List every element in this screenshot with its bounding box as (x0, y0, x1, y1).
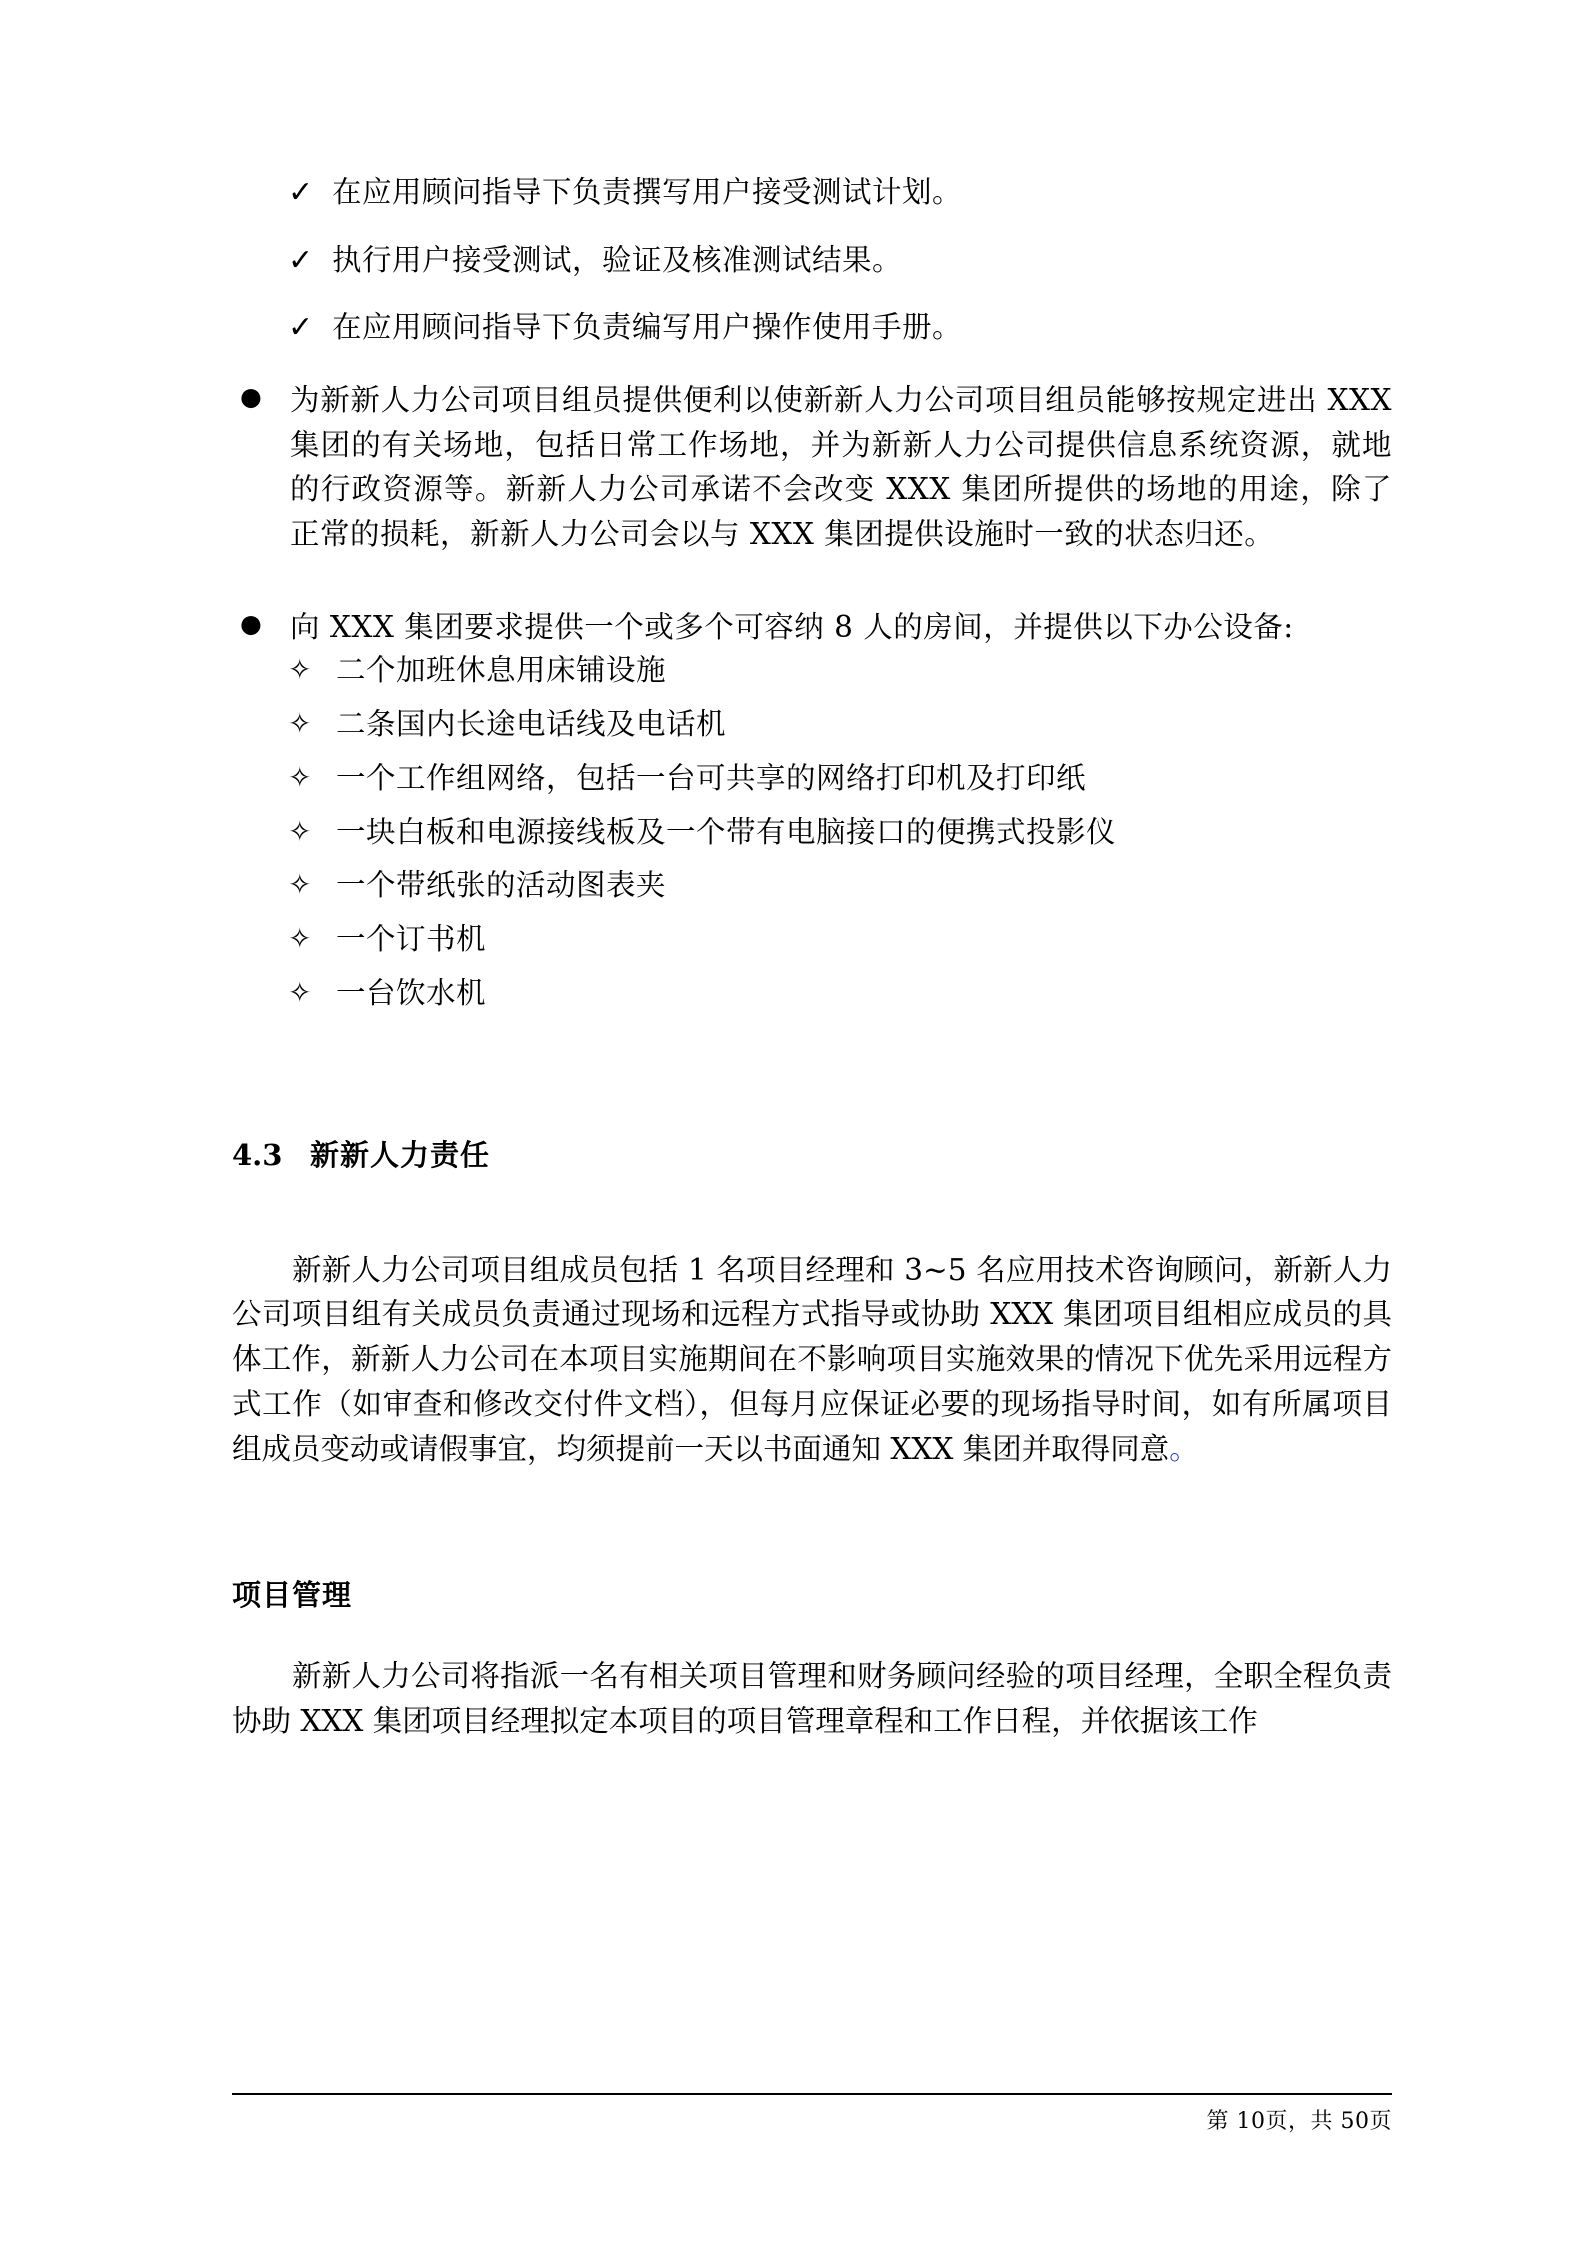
page-content (232, 175, 1392, 1773)
diamond-icon: ✧ (288, 814, 312, 848)
list-item (232, 706, 1392, 743)
list-item (232, 814, 1392, 851)
list-item-text: 一台饮水机 (336, 976, 487, 1011)
list-item-text: 一个带纸张的活动图表夹 (336, 868, 667, 903)
list-item (232, 243, 1392, 280)
footer-divider (232, 2093, 1392, 2095)
list-item (232, 760, 1392, 797)
diamond-icon: ✧ (288, 922, 312, 956)
list-item (232, 310, 1392, 347)
list-item (232, 175, 1392, 212)
list-item (232, 867, 1392, 904)
page-footer (232, 2093, 1392, 2135)
subsection-paragraph: 新新人力公司将指派一名有相关项目管理和财务顾问经验的项目经理，全职全程负责协助 XXX 集团项目经理拟定本项目的项目管理章程和工作日程，并依据该工作 (232, 1658, 1392, 1738)
list-item-text: 一个工作组网络，包括一台可共享的网络打印机及打印纸 (336, 760, 1087, 795)
checkmark-icon: ✓ (288, 242, 314, 278)
diamond-icon: ✧ (288, 706, 312, 740)
list-item-text: 在应用顾问指导下负责撰写用户接受测试计划。 (332, 175, 963, 209)
bullet-body (290, 605, 1392, 650)
section-heading-4-3 (232, 1133, 1392, 1174)
diamond-icon: ✧ (288, 652, 312, 686)
checkmark-list (232, 175, 1392, 347)
paragraph-text: 新新人力公司项目组成员包括 1 名项目经理和 3~5 名应用技术咨询顾问，新新人力公司项目组有关成员负责通过现场和远程方式指导或协助 XXX 集团项目组相应成员的具体工作，新新人力公司在本项目实施期间在不影响项目实施效果的情况下优先采用远程方式工作（如审查和修改交付件文档），但每月应保证必要的现场指导时间，如有所属项目组成员变动或请假事宜，均须提前一天以书面通知 XXX 集团并取得同意 (232, 1252, 1392, 1466)
paragraph-end-period: 。 (1169, 1431, 1199, 1466)
list-item (232, 921, 1392, 958)
list-item-text: 一个订书机 (336, 922, 487, 957)
bullet-dot-icon: ● (240, 609, 263, 639)
diamond-list (232, 652, 1392, 1012)
section-number: 4.3 (232, 1138, 283, 1173)
list-item-text: 二个加班休息用床铺设施 (336, 652, 667, 687)
list-item-text: 执行用户接受测试，验证及核准测试结果。 (332, 242, 903, 277)
section-4-3-paragraph (232, 1248, 1392, 1472)
diamond-icon: ✧ (288, 760, 312, 794)
checkmark-icon: ✓ (288, 310, 314, 346)
section-title: 新新人力责任 (310, 1138, 491, 1173)
list-item-text: 一块白板和电源接线板及一个带有电脑接口的便携式投影仪 (336, 814, 1117, 849)
bullet-paragraph-2 (232, 605, 1392, 650)
paragraph-text: 为新新人力公司项目组员提供便利以使新新人力公司项目组员能够按规定进出 XXX 集团的有关场地，包括日常工作场地，并为新新人力公司提供信息系统资源，就地的行政资源等。新新人力公司承诺不会改变 XXX 集团所提供的场地的用途，除了正常的损耗，新新人力公司会以与 XXX 集团提供设施时一致的状态归还。 (290, 382, 1392, 552)
checkmark-icon: ✓ (288, 175, 314, 210)
diamond-icon: ✧ (288, 868, 312, 902)
list-item (232, 975, 1392, 1012)
list-item (232, 652, 1392, 689)
bullet-dot-icon: ● (240, 381, 263, 411)
paragraph-text: 向 XXX 集团要求提供一个或多个可容纳 8 人的房间，并提供以下办公设备: (290, 610, 1294, 645)
bullet-paragraph-1 (232, 378, 1392, 557)
list-item-text: 二条国内长途电话线及电话机 (336, 706, 727, 741)
list-item-text: 在应用顾问指导下负责编写用户操作使用手册。 (332, 310, 963, 345)
bullet-body (290, 378, 1392, 557)
diamond-icon: ✧ (288, 976, 312, 1010)
subsection-heading-project-management: 项目管理 (232, 1578, 353, 1613)
page-number: 第 10页，共 50页 (1206, 2109, 1392, 2134)
